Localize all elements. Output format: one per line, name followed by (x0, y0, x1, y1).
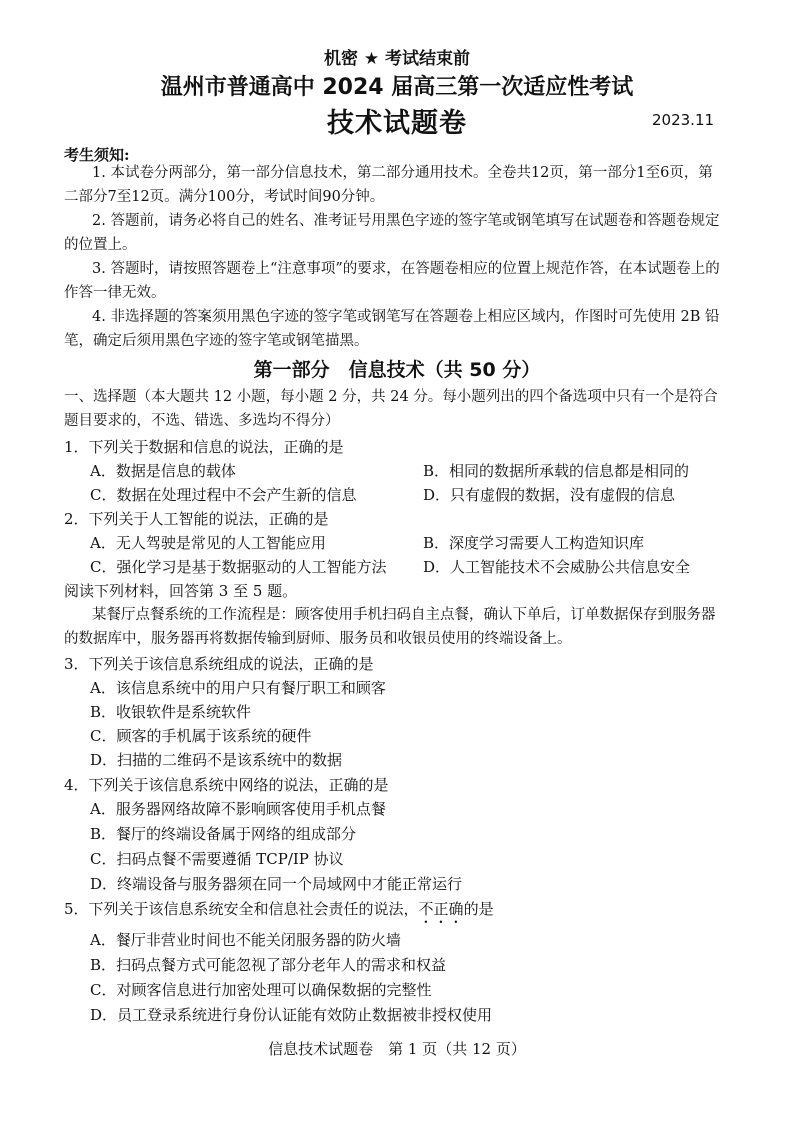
exam-name: 温州市普通高中 2024 届高三第一次适应性考试 (160, 75, 634, 100)
notice-item-1: 1. 本试卷分两部分，第一部分信息技术，第二部分通用技术。全卷共12页，第一部分1至6页，第二部分7至12页。满分100分，考试时间90分钟。 (64, 165, 713, 205)
question-1-option-d: D．只有虚假的数据，没有虚假的信息 (423, 486, 676, 504)
question-2-option-b: B．深度学习需要人工构造知识库 (423, 534, 645, 552)
question-3-option-d: D．扫描的二维码不是该系统中的数据 (90, 751, 343, 769)
question-2-stem: 2．下列关于人工智能的说法，正确的是 (64, 510, 329, 528)
question-3-stem: 3．下列关于该信息系统组成的说法，正确的是 (64, 655, 374, 673)
notice-title: 考生须知: (64, 146, 130, 164)
paper-title: 技术试题卷 (327, 108, 467, 139)
reading-material: 某餐厅点餐系统的工作流程是：顾客使用手机扫码自主点餐，确认下单后，订单数据保存到服务器的数据库中，服务器再将数据传输到厨师、服务员和收银员使用的终端设备上。 (64, 607, 716, 647)
question-2-option-c: C．强化学习是基于数据驱动的人工智能方法 (90, 558, 387, 576)
question-3-option-b: B．收银软件是系统软件 (90, 703, 252, 721)
question-1-option-a: A．数据是信息的载体 (90, 462, 236, 480)
question-4-stem: 4．下列关于该信息系统中网络的说法，正确的是 (64, 776, 389, 794)
question-5-stem-pre: 5．下列关于该信息系统安全和信息社会责任的说法， (64, 900, 419, 918)
question-5-option-a: A．餐厅非营业时间也不能关闭服务器的防火墙 (90, 931, 401, 949)
notice-item-3: 3. 答题时，请按照答题卷上“注意事项”的要求，在答题卷相应的位置上规范作答，在本试题卷上的作答一律无效。 (64, 261, 720, 301)
question-5-option-c: C．对顾客信息进行加密处理可以确保数据的完整性 (90, 981, 432, 999)
page-footer: 信息技术试题卷 第 1 页（共 12 页） (268, 1040, 526, 1058)
exam-date: 2023.11 (652, 111, 715, 129)
question-4-option-a: A．服务器网络故障不影响顾客使用手机点餐 (90, 800, 386, 818)
section-instruction: 一、选择题（本大题共 12 小题，每小题 2 分，共 24 分。每小题列出的四个备选项中只有一个是符合题目要求的，不选、错选、多选均不得分） (64, 389, 718, 429)
reading-prompt: 阅读下列材料，回答第 3 至 5 题。 (64, 582, 298, 600)
question-5-option-d: D．员工登录系统进行身份认证能有效防止数据被非授权使用 (90, 1006, 493, 1024)
question-5-stem (64, 898, 494, 927)
notice-item-4: 4. 非选择题的答案须用黑色字迹的签字笔或钢笔写在答题卷上相应区域内，作图时可先使用 2B 铅笔，确定后须用黑色字迹的签字笔或钢笔描黑。 (64, 309, 720, 349)
question-5-option-b: B．扫码点餐方式可能忽视了部分老年人的需求和权益 (90, 956, 447, 974)
question-1-option-b: B．相同的数据所承载的信息都是相同的 (423, 462, 690, 480)
question-1-stem: 1．下列关于数据和信息的说法，正确的是 (64, 438, 344, 456)
question-3-option-c: C．顾客的手机属于该系统的硬件 (90, 727, 312, 745)
question-1-option-c: C．数据在处理过程中不会产生新的信息 (90, 486, 357, 504)
notice-item-2: 2. 答题前，请务必将自己的姓名、准考证号用黑色字迹的签字笔或钢笔填写在试题卷和答题卷规定的位置上。 (64, 213, 720, 253)
question-4-option-c: C．扫码点餐不需要遵循 TCP/IP 协议 (90, 850, 344, 868)
question-2-option-a: A．无人驾驶是常见的人工智能应用 (90, 534, 326, 552)
confidential-label: 机密 ★ 考试结束前 (323, 49, 471, 69)
question-3-option-a: A．该信息系统中的用户只有餐厅职工和顾客 (90, 679, 386, 697)
question-2-option-d: D．人工智能技术不会威胁公共信息安全 (423, 558, 691, 576)
question-4-option-d: D．终端设备与服务器须在同一个局域网中才能正常运行 (90, 875, 463, 893)
question-5-stem-post: 的是 (463, 900, 494, 918)
question-4-option-b: B．餐厅的终端设备属于网络的组成部分 (90, 825, 357, 843)
section-title: 第一部分 信息技术（共 50 分） (253, 359, 541, 381)
question-5-stem-emphasis: 不正确 (418, 900, 464, 918)
